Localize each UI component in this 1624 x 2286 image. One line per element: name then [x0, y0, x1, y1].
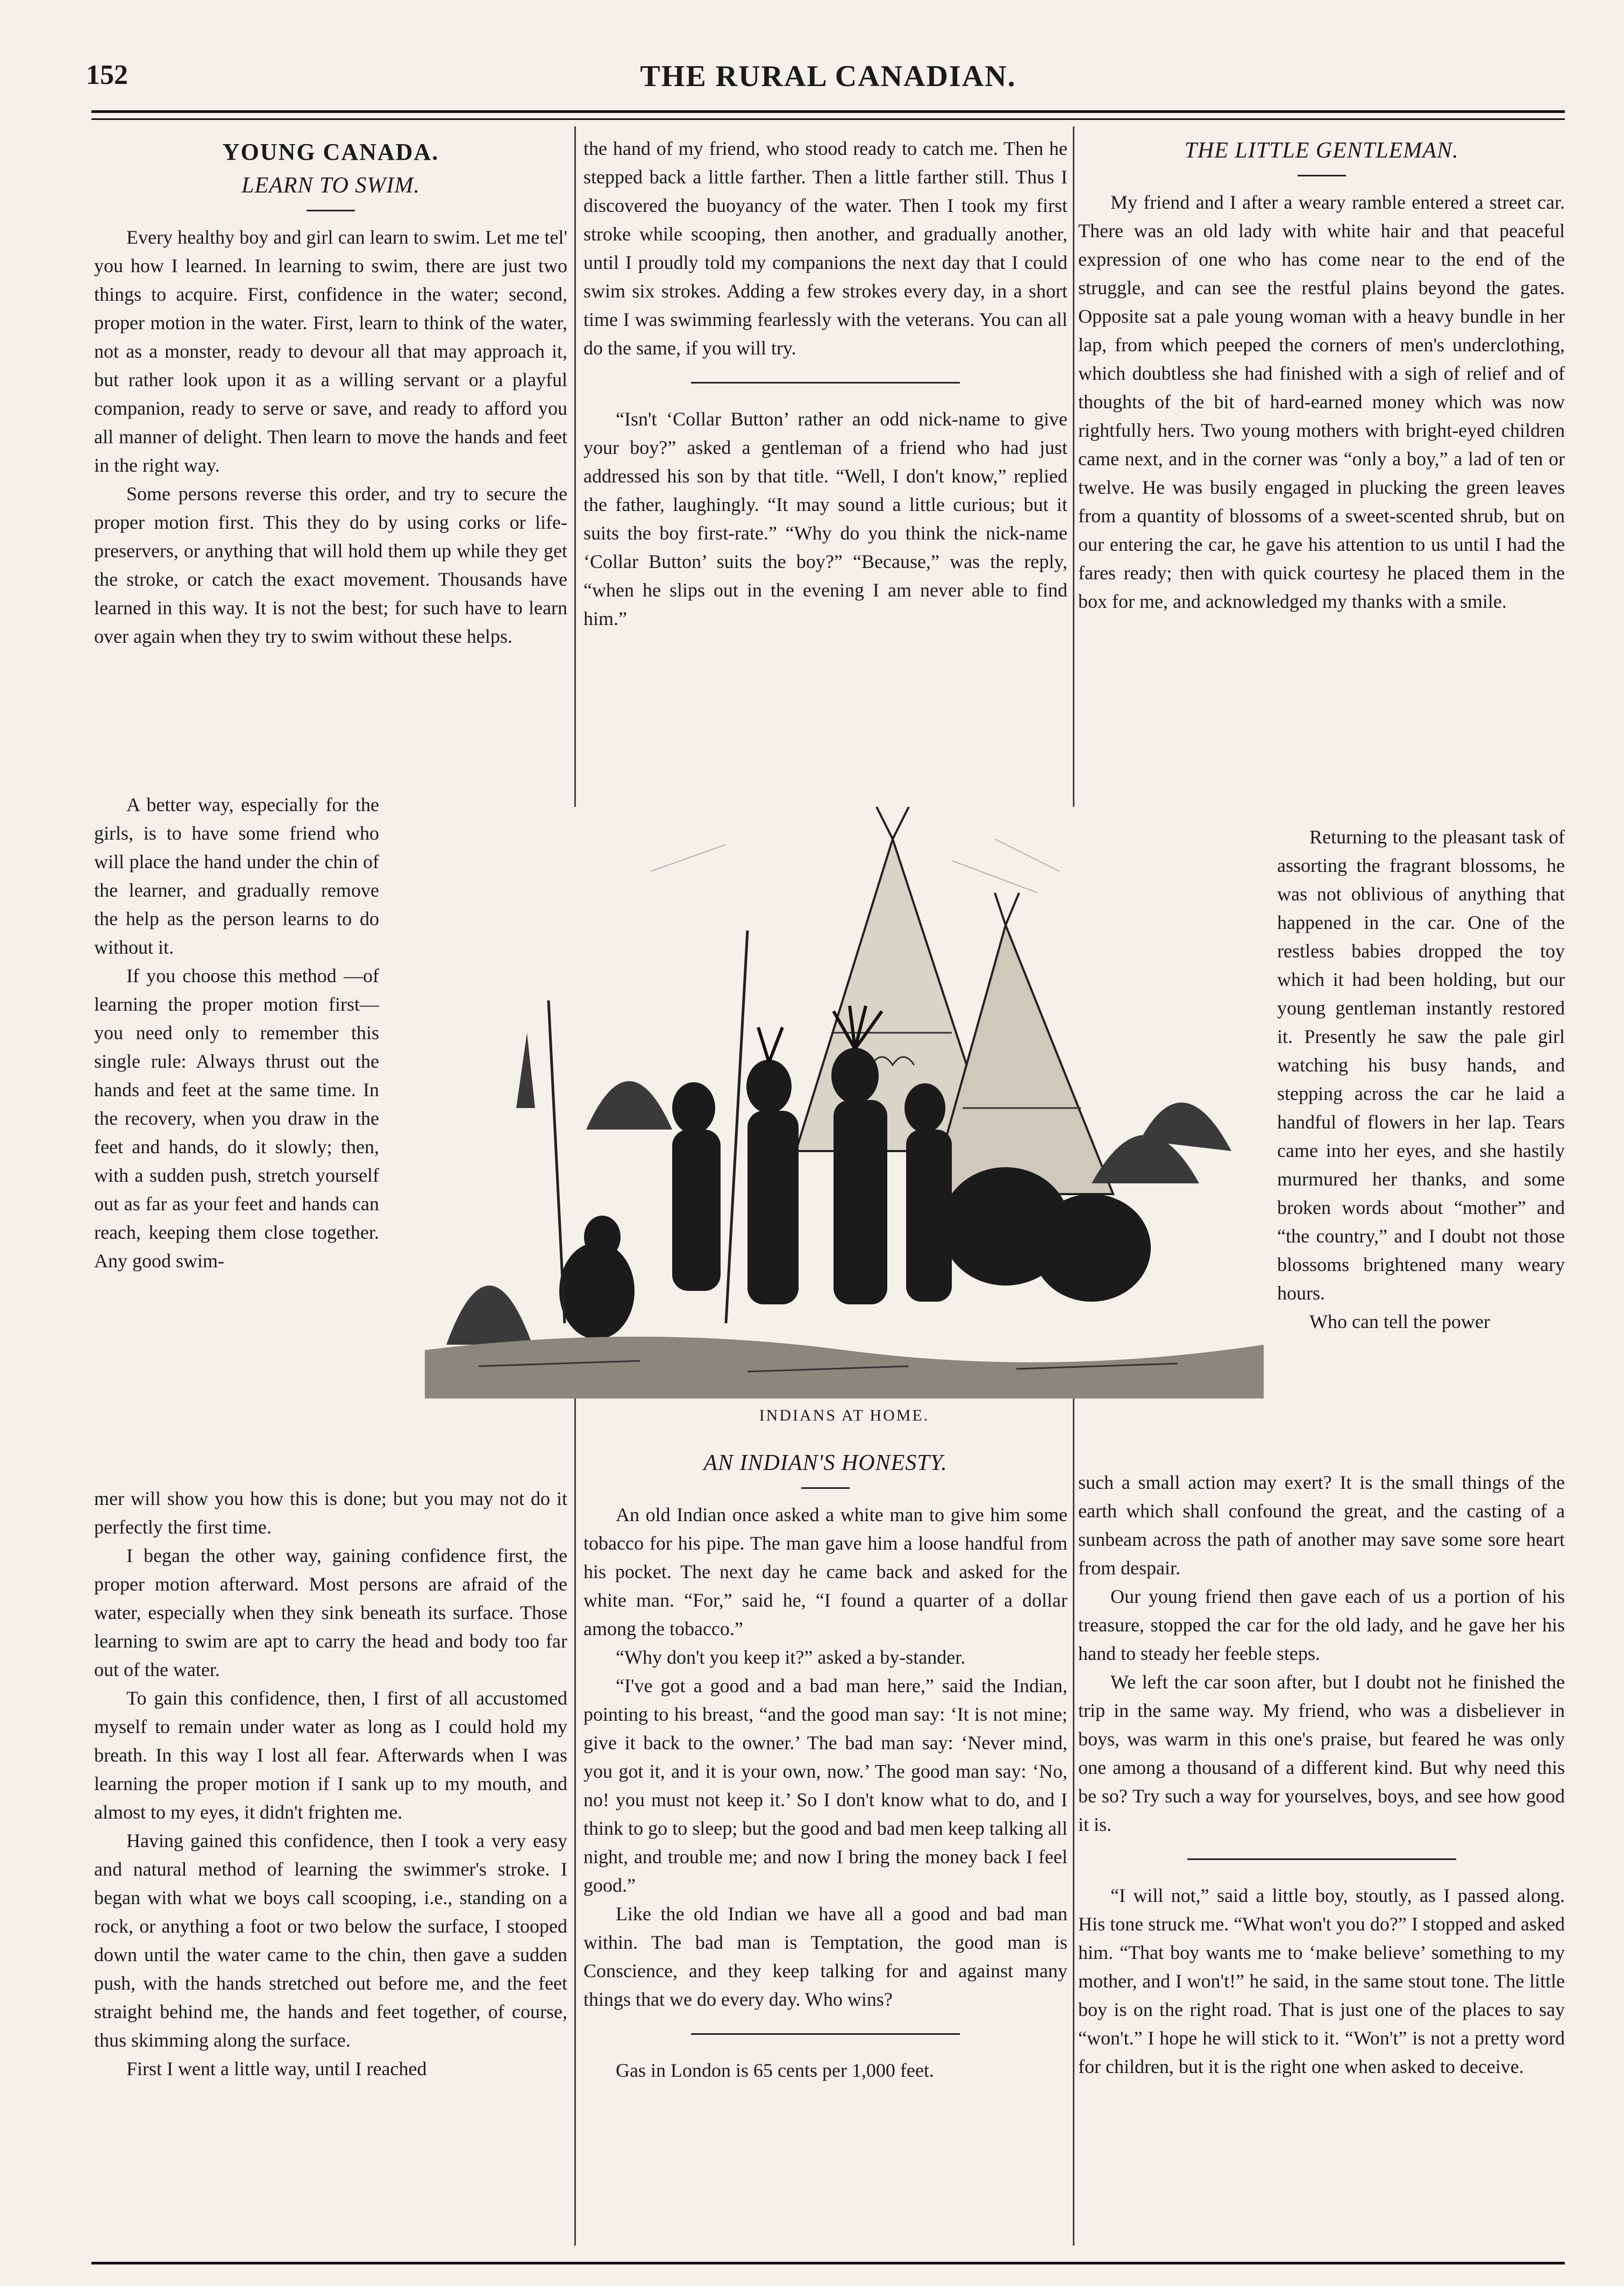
- paragraph: “I've got a good and a bad man here,” said the Indian, pointing to his breast, “and the good man say: ‘It is not mine; give it back to the owner.’ The bad man say: ‘Never mind, you got it, and it is your own, now.’ The good man say: ‘No, no! you must not keep it.’ So I don't know what to do, and I think to go to sleep; but the good and bad men keep talking all night, and trouble me; and now I bring the money back I feel good.”: [583, 1675, 1067, 1896]
- paragraph: such a small action may exert? It is the small things of the earth which shall confound the great, and the casting of a sunbeam across the path of another may save some sore heart from despair.: [1078, 1472, 1565, 1579]
- column-2-top: [583, 134, 1067, 801]
- paragraph: Every healthy boy and girl can learn to swim. Let me tel' you how I learned. In learning to swim, there are just two things to acquire. First, confidence in the water; second, proper motion in the water. First, learn to think of the water, not as a monster, ready to devour all that may approach it, but rather look upon it as a willing servant or a playful companion, ready to serve or save, and ready to afford you all manner of delight. Then learn to move the hands and feet in the right way.: [94, 226, 567, 476]
- paragraph: “Isn't ‘Collar Button’ rather an odd nick-name to give your boy?” asked a gentleman of a friend who had just addressed his son by that title. “Well, I don't know,” replied the father, laughingly. “It may sound a little curious; but it suits the boy first-rate.” “Why do you think the nick-name ‘Collar Button’ suits the boy?” “Because,” was the reply, “when he slips out in the evening I am never able to find him.”: [583, 408, 1067, 629]
- paragraph: First I went a little way, until I reached: [126, 2058, 427, 2079]
- section-rule: [691, 2033, 960, 2035]
- section-rule: [1187, 1858, 1456, 1860]
- title-rule: [307, 210, 355, 211]
- paragraph: Like the old Indian we have all a good and bad man within. The bad man is Temptation, the good man is Conscience, and they keep talking for and against many things that we do every day. Who wins?: [583, 1903, 1067, 2010]
- journal-title: THE RURAL CANADIAN.: [640, 60, 1016, 93]
- paragraph: If you choose this method —of learning the proper motion first—you need only to remember this single rule: Always thrust out the hands and feet at the same time. In the recovery, when you draw in the feet and hands, do it slowly; then, with a sudden push, stretch yourself out as far as your feet and hands can reach, keeping them close together. Any good swim-: [94, 965, 379, 1272]
- title-rule: [1298, 175, 1346, 176]
- article-title-little-gentleman: THE LITTLE GENTLEMAN.: [1184, 138, 1459, 163]
- paragraph: “I will not,” said a little boy, stoutly, as I passed along. His tone struck me. “What won't you do?” I stopped and asked him. “That boy wants me to ‘make believe’ something to my mother, and I won't!” he said, in the same stout tone. The little boy is on the right road. That is just one of the places to say “won't.” I hope he will stick to it. “Won't” is not a pretty word for children, but it is the right one when asked to deceive.: [1078, 1885, 1565, 2077]
- paragraph: To gain this confidence, then, I first of all accustomed myself to remain under water as long as I could hold my breath. In this way I lost all fear. Afterwards when I was learning the proper motion if I sank up to my mouth, and almost to my eyes, it didn't frighten me.: [94, 1687, 567, 1823]
- paragraph: An old Indian once asked a white man to give him some tobacco for his pipe. The man gave him a loose handful from his pocket. The next day he came back and asked for the white man. “For,” said he, “I found a quarter of a dollar among the tobacco.”: [583, 1504, 1067, 1639]
- header-rule-thick: [91, 110, 1565, 113]
- article-title-learn-to-swim: LEARN TO SWIM.: [241, 173, 420, 198]
- section-title-young-canada: YOUNG CANADA.: [222, 139, 439, 165]
- paragraph: My friend and I after a weary ramble entered a street car. There was an old lady with white hair and that peaceful expression of one who has come near to the end of the struggle, and can see the restful plains beyond the gates. Opposite sat a pale young woman with a heavy bundle in her lap, from which peeped the corners of men's underclothing, which doubtless she had finished with a sigh of relief and of thoughts of the bit of hard-earned money which was now rightfully hers. Two young mothers with bright-eyed children came next, and in the corner was “only a boy,” a lad of ten or twelve. He was busily engaged in plucking the green leaves from a quantity of blossoms of a sweet-scented shrub, but on our entering the car, he gave his attention to us until I had the fares ready; then with quick courtesy he placed them in the box for me, and acknowledged my thanks with a smile.: [1078, 191, 1565, 612]
- column-3-narrow: [1277, 823, 1565, 1485]
- page-number: 152: [86, 60, 128, 90]
- illustration-indians-at-home: [425, 807, 1264, 1398]
- title-rule: [801, 1487, 850, 1489]
- column-3-top: [1078, 134, 1565, 823]
- column-1-bottom: [94, 1485, 567, 2259]
- paragraph: the hand of my friend, who stood ready to catch me. Then he stepped back a little farther. Then a little farther still. Thus I discovered the buoyancy of the water. Then I took my first stroke while scooping, then another, and gradually another, until I proudly told my companions the next day that I could swim six strokes. Adding a few strokes every day, in a short time I was swimming fearlessly with the veterans. You can all do the same, if you will try.: [583, 138, 1067, 359]
- paragraph-gas-note: Gas in London is 65 cents per 1,000 feet.: [616, 2060, 934, 2081]
- column-1-top: [94, 134, 567, 791]
- paragraph: Having gained this confidence, then I took a very easy and natural method of learning the swimmer's stroke. I began with what we boys call scooping, i.e., standing on a rock, or anything a foot or two below the surface, I stooped down until the water came to the chin, then gave a sudden push, with the hands stretched out before me, and the feet straight behind me, the hands and feet together, of course, thus skimming along the surface.: [94, 1830, 567, 2051]
- paragraph: Some persons reverse this order, and try to secure the proper motion first. This they do by using corks or life-preservers, or anything that will hold them up while they get the stroke, or catch the exact movement. Thousands have learned in this way. It is not the best; for such have to learn over again when they try to swim without these helps.: [94, 483, 567, 647]
- paragraph: Who can tell the power: [1309, 1311, 1490, 1332]
- footer-rule: [91, 2262, 1565, 2264]
- illustration-caption: INDIANS AT HOME.: [759, 1407, 930, 1424]
- column-1-narrow: [94, 791, 379, 1485]
- paragraph: “Why don't you keep it?” asked a by-stander.: [616, 1646, 966, 1668]
- paragraph: A better way, especially for the girls, is to have some friend who will place the hand under the chin of the learner, and gradually remove the help as the person learns to do without it.: [94, 794, 379, 958]
- article-title-indians-honesty: AN INDIAN'S HONESTY.: [703, 1451, 948, 1475]
- section-rule: [691, 382, 960, 384]
- paragraph: Our young friend then gave each of us a portion of his treasure, stopped the car for the old lady, and he gave her his hand to steady her feeble steps.: [1078, 1586, 1565, 1664]
- column-2-bottom: [583, 1447, 1067, 2259]
- masthead: [86, 59, 1570, 108]
- paragraph: Returning to the pleasant task of assorting the fragrant blossoms, he was not oblivious of anything that happened in the car. One of the restless babies dropped the toy which it had been holding, but our young gentleman instantly restored it. Presently he saw the pale girl watching his busy hands, and stepping across the car he laid a handful of flowers in her lap. Tears came into her eyes, and she hastily murmured her thanks, and some broken words about “mother” and “the country,” and I doubt not those blossoms brightened many weary hours.: [1277, 826, 1565, 1304]
- paragraph: mer will show you how this is done; but you may not do it perfectly the first time.: [94, 1488, 567, 1538]
- header-rule-thin: [91, 118, 1565, 120]
- paragraph: I began the other way, gaining confidence first, the proper motion afterward. Most persons are afraid of the water, especially when they sink beneath its surface. Those learning to swim are apt to carry the head and body too far out of the water.: [94, 1545, 567, 1680]
- column-3-bottom: [1078, 1468, 1565, 2259]
- paragraph: We left the car soon after, but I doubt not he finished the trip in the same way. My friend, who was a disbeliever in boys, was warm in this one's praise, but feared he was only one among a thousand of a different kind. But why need this be so? Try such a way for yourselves, boys, and see how good it is.: [1078, 1671, 1565, 1835]
